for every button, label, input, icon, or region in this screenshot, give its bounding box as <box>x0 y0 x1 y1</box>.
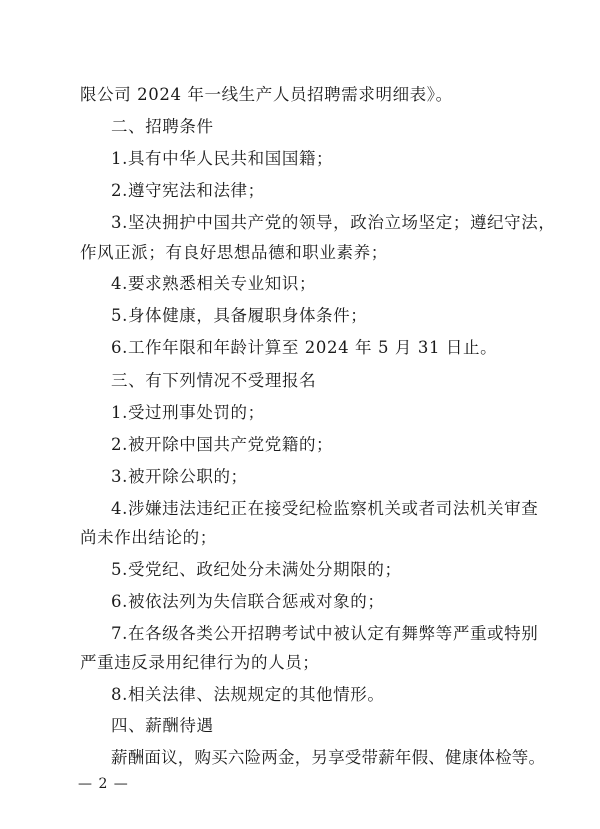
exclusion-item-8: 8.相关法律、法规规定的其他情形。 <box>111 685 385 704</box>
condition-item-3-continued: 作风正派；有良好思想品德和职业素养； <box>80 243 388 262</box>
condition-item-5: 5.身体健康，具备履职身体条件； <box>111 306 368 325</box>
exclusion-item-5: 5.受党纪、政纪处分未满处分期限的； <box>111 560 402 579</box>
page-number: — 2 — <box>78 776 129 792</box>
section-heading-compensation: 四、薪酬待遇 <box>111 716 214 735</box>
continuation-line: 限公司 2024 年一线生产人员招聘需求明细表》。 <box>80 85 453 104</box>
exclusion-item-6: 6.被依法列为失信联合惩戒对象的； <box>111 592 385 611</box>
section-heading-not-accepted: 三、有下列情况不受理报名 <box>111 371 317 390</box>
compensation-text: 薪酬面议，购买六险两金，另享受带薪年假、健康体检等。 <box>111 748 546 767</box>
condition-item-3: 3.坚决拥护中国共产党的领导，政治立场坚定；遵纪守法， <box>111 213 556 232</box>
condition-item-1: 1.具有中华人民共和国国籍； <box>111 149 334 168</box>
condition-item-4: 4.要求熟悉相关专业知识； <box>111 274 317 293</box>
exclusion-item-7: 7.在各级各类公开招聘考试中被认定有舞弊等严重或特别 <box>111 624 539 643</box>
condition-item-2: 2.遵守宪法和法律； <box>111 181 265 200</box>
exclusion-item-4: 4.涉嫌违法违纪正在接受纪检监察机关或者司法机关审查 <box>111 499 539 518</box>
exclusion-item-3: 3.被开除公职的； <box>111 467 248 486</box>
exclusion-item-1: 1.受过刑事处罚的； <box>111 403 265 422</box>
exclusion-item-2: 2.被开除中国共产党党籍的； <box>111 435 334 454</box>
exclusion-item-4-continued: 尚未作出结论的； <box>80 528 217 547</box>
condition-item-6: 6.工作年限和年龄计算至 2024 年 5 月 31 日止。 <box>111 338 498 357</box>
exclusion-item-7-continued: 严重违反录用纪律行为的人员； <box>80 653 320 672</box>
section-heading-recruitment-conditions: 二、招聘条件 <box>111 117 214 136</box>
